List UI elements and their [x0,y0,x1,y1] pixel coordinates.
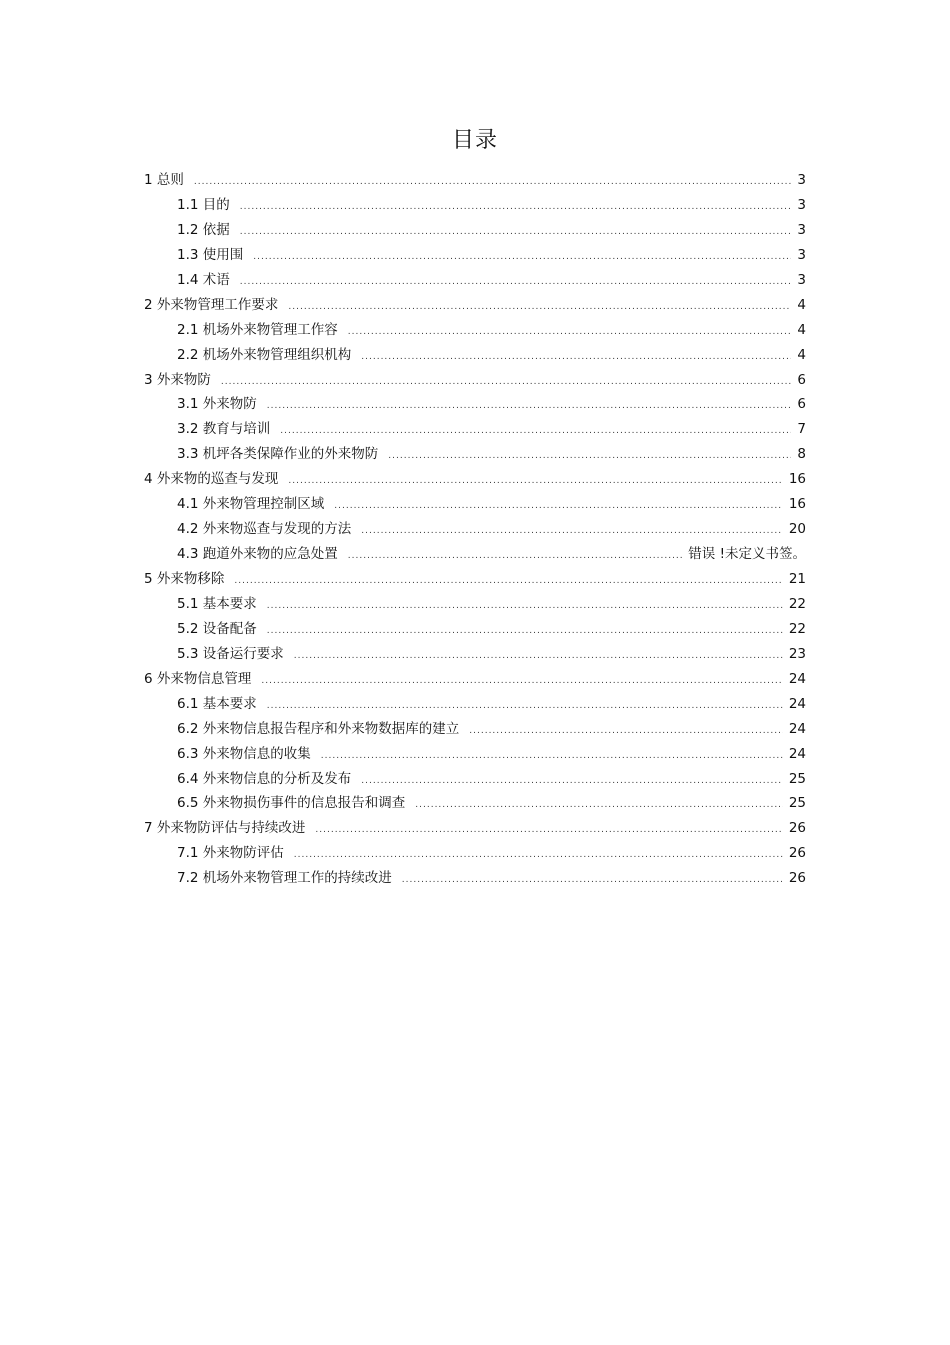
toc-entry-label: 7.1 外来物防评估 [177,845,284,862]
toc-entry-label: 7.2 机场外来物管理工作的持续改进 [177,870,392,887]
toc-entry-page: 24 [788,745,806,762]
toc-entry-label: 1.2 依据 [177,221,230,238]
toc-entry-page: 22 [788,620,806,637]
toc-dot-leader [240,270,792,295]
table-of-contents [144,168,806,891]
toc-entry-label: 6 外来物信息管理 [144,670,252,687]
toc-dot-leader [288,295,791,320]
toc-dot-leader [348,320,792,345]
toc-dot-leader [469,719,783,744]
toc-entry-label: 3.2 教育与培训 [177,421,271,438]
toc-dot-leader [194,170,792,195]
toc-entry-label: 6.1 基本要求 [177,695,257,712]
toc-entry-page: 25 [788,795,806,812]
toc-dot-leader [321,744,783,769]
toc-entry-page: 26 [788,870,806,887]
toc-entry-label: 5.1 基本要求 [177,595,257,612]
toc-entry-19[interactable] [144,617,806,642]
toc-entry-18[interactable] [144,592,806,617]
toc-entry-label: 3 外来物防 [144,371,211,388]
toc-entry-page: 3 [797,196,806,213]
toc-dot-leader [267,594,783,619]
toc-entry-24[interactable] [144,742,806,767]
toc-entry-label: 6.4 外来物信息的分析及发布 [177,770,352,787]
toc-entry-2[interactable] [144,193,806,218]
toc-dot-leader [267,394,792,419]
toc-entry-label: 4.1 外来物管理控制区域 [177,496,325,513]
toc-entry-5[interactable] [144,268,806,293]
toc-entry-22[interactable] [144,692,806,717]
toc-entry-21[interactable] [144,667,806,692]
toc-entry-label: 6.2 外来物信息报告程序和外来物数据库的建立 [177,720,460,737]
toc-entry-page: 8 [797,446,806,463]
toc-dot-leader [294,843,783,868]
toc-entry-page: 4 [797,346,806,363]
toc-entry-page: 26 [788,845,806,862]
toc-dot-leader [267,694,783,719]
toc-entry-29[interactable] [144,866,806,891]
toc-entry-6[interactable] [144,293,806,318]
toc-dot-leader [280,419,791,444]
toc-entry-label: 1 总则 [144,172,184,188]
toc-entry-14[interactable] [144,492,806,517]
toc-entry-page: 24 [788,720,806,737]
toc-entry-15[interactable] [144,517,806,542]
toc-entry-label: 3.3 机坪各类保障作业的外来物防 [177,446,379,463]
toc-entry-page: 错误 !未定义书签。 [688,546,806,563]
toc-entry-label: 5 外来物移除 [144,571,225,587]
toc-entry-page: 7 [797,421,806,438]
toc-dot-leader [253,245,791,270]
toc-entry-page: 23 [788,645,806,662]
toc-dot-leader [240,195,792,220]
toc-entry-label: 1.4 术语 [177,271,230,288]
toc-entry-page: 6 [797,396,806,413]
toc-entry-page: 3 [797,271,806,288]
toc-dot-leader [294,644,783,669]
toc-entry-label: 4 外来物的巡查与发现 [144,471,279,488]
toc-dot-leader [261,669,782,694]
toc-entry-label: 1.1 目的 [177,196,230,213]
toc-entry-page: 6 [797,371,806,388]
toc-entry-label: 2.2 机场外来物管理组织机构 [177,346,352,363]
toc-dot-leader [361,345,791,370]
toc-entry-label: 2.1 机场外来物管理工作容 [177,321,338,338]
toc-entry-16[interactable] [144,542,806,567]
toc-entry-label: 3.1 外来物防 [177,396,257,413]
toc-entry-label: 5.2 设备配备 [177,620,257,637]
toc-entry-page: 24 [788,695,806,712]
toc-entry-label: 2 外来物管理工作要求 [144,296,279,313]
toc-entry-20[interactable] [144,642,806,667]
toc-entry-label: 7 外来物防评估与持续改进 [144,820,306,837]
toc-dot-leader [402,868,783,893]
toc-entry-page: 24 [788,670,806,687]
toc-entry-label: 5.3 设备运行要求 [177,645,284,662]
toc-entry-page: 26 [788,820,806,837]
toc-entry-4[interactable] [144,243,806,268]
toc-dot-leader [267,619,783,644]
toc-dot-leader [234,569,782,594]
toc-entry-label: 4.2 外来物巡查与发现的方法 [177,521,352,538]
toc-entry-23[interactable] [144,717,806,742]
toc-entry-page: 22 [788,595,806,612]
toc-dot-leader [221,370,792,395]
toc-entry-label: 6.3 外来物信息的收集 [177,745,311,762]
toc-entry-page: 16 [788,496,806,513]
toc-entry-page: 3 [797,172,806,188]
toc-entry-11[interactable] [144,417,806,442]
toc-entry-page: 4 [797,321,806,338]
toc-dot-leader [240,220,792,245]
toc-entry-26[interactable] [144,791,806,816]
toc-dot-leader [361,769,783,794]
toc-dot-leader [334,494,783,519]
toc-entry-page: 21 [788,571,806,587]
toc-entry-label: 4.3 跑道外来物的应急处置 [177,546,338,563]
toc-entry-27[interactable] [144,816,806,841]
toc-dot-leader [348,544,683,569]
toc-entry-7[interactable] [144,318,806,343]
toc-entry-page: 25 [788,770,806,787]
toc-entry-17[interactable] [144,567,806,592]
toc-dot-leader [388,444,791,469]
toc-dot-leader [288,469,782,494]
toc-entry-page: 4 [797,296,806,313]
toc-entry-28[interactable] [144,841,806,866]
toc-dot-leader [361,519,783,544]
toc-dot-leader [315,818,782,843]
toc-dot-leader [415,793,783,818]
toc-entry-10[interactable] [144,392,806,417]
toc-entry-25[interactable] [144,767,806,792]
toc-entry-label: 6.5 外来物损伤事件的信息报告和调查 [177,795,406,812]
toc-entry-9[interactable] [144,368,806,393]
toc-entry-label: 1.3 使用围 [177,246,244,263]
toc-entry-page: 20 [788,521,806,538]
toc-entry-12[interactable] [144,442,806,467]
toc-entry-8[interactable] [144,343,806,368]
toc-entry-page: 3 [797,246,806,263]
toc-entry-3[interactable] [144,218,806,243]
page-title: 目录 [451,128,498,153]
toc-entry-13[interactable] [144,467,806,492]
toc-entry-1[interactable] [144,168,806,193]
toc-entry-page: 3 [797,221,806,238]
toc-entry-page: 16 [788,471,806,488]
